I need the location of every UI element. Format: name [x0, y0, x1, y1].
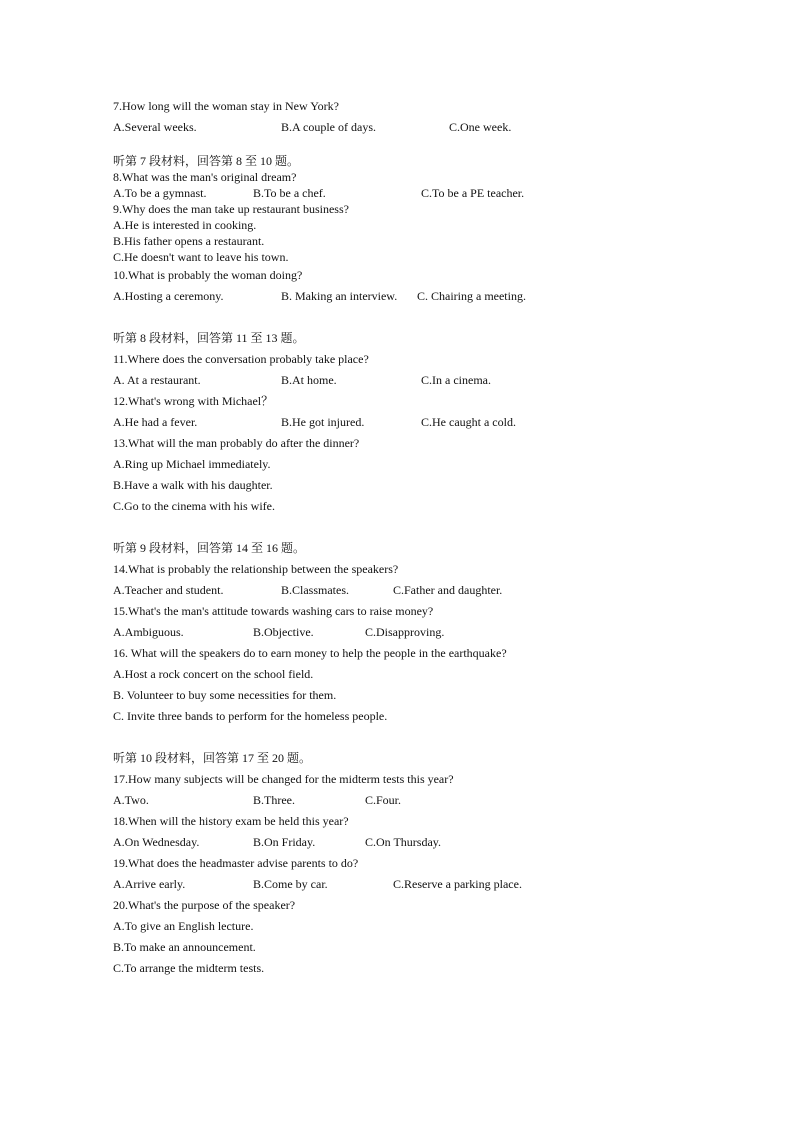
question-7: 7.How long will the woman stay in New York? — [113, 99, 339, 113]
section-10-heading: 听第 10 段材料，回答第 17 至 20 题。 — [113, 751, 312, 765]
option-b: B. Volunteer to buy some necessities for them. — [113, 688, 337, 702]
option-a: A.Hosting a ceremony. — [113, 289, 224, 303]
question-11: 11.Where does the conversation probably take place? — [113, 352, 369, 366]
option-a: A.To give an English lecture. — [113, 919, 254, 933]
option-c: C.Reserve a parking place. — [393, 877, 522, 891]
option-c: C. Chairing a meeting. — [417, 289, 526, 303]
document-page — [113, 98, 733, 976]
question-8: 8.What was the man's original dream? — [113, 170, 297, 184]
option-c: C.On Thursday. — [365, 835, 441, 849]
option-b: B.Three. — [253, 793, 295, 807]
question-10: 10.What is probably the woman doing? — [113, 268, 303, 282]
section-7-heading: 听第 7 段材料，回答第 8 至 10 题。 — [113, 154, 300, 168]
question-15: 15.What's the man's attitude towards washing cars to raise money? — [113, 604, 434, 618]
option-b: B.Classmates. — [281, 583, 349, 597]
option-c: C. Invite three bands to perform for the homeless people. — [113, 709, 388, 723]
question-20: 20.What's the purpose of the speaker? — [113, 898, 296, 912]
option-a: A.On Wednesday. — [113, 835, 200, 849]
question-7-options — [113, 119, 733, 135]
question-14: 14.What is probably the relationship between the speakers? — [113, 562, 399, 576]
question-11-options — [113, 372, 733, 388]
option-b: B.To make an announcement. — [113, 940, 256, 954]
question-9: 9.Why does the man take up restaurant business? — [113, 202, 349, 216]
option-a: A.He had a fever. — [113, 415, 198, 429]
question-19: 19.What does the headmaster advise parents to do? — [113, 856, 359, 870]
option-b: B.A couple of days. — [281, 120, 376, 134]
option-a: A.Teacher and student. — [113, 583, 224, 597]
option-c: C.To be a PE teacher. — [421, 186, 525, 200]
question-10-options — [113, 288, 733, 304]
option-a: A.He is interested in cooking. — [113, 218, 257, 232]
option-a: A.Two. — [113, 793, 149, 807]
question-17: 17.How many subjects will be changed for the midterm tests this year? — [113, 772, 454, 786]
option-c: C.One week. — [449, 120, 512, 134]
option-c: C.In a cinema. — [421, 373, 491, 387]
option-b: B.His father opens a restaurant. — [113, 234, 265, 248]
option-b: B.He got injured. — [281, 415, 365, 429]
option-a: A. At a restaurant. — [113, 373, 201, 387]
question-18-options — [113, 834, 733, 850]
section-9-heading: 听第 9 段材料，回答第 14 至 16 题。 — [113, 541, 306, 555]
question-17-options — [113, 792, 733, 808]
option-c: C.He doesn't want to leave his town. — [113, 250, 289, 264]
option-b: B.On Friday. — [253, 835, 316, 849]
question-8-options — [113, 185, 733, 201]
option-c: C.Go to the cinema with his wife. — [113, 499, 275, 513]
option-c: C.To arrange the midterm tests. — [113, 961, 265, 975]
option-c: C.Four. — [365, 793, 402, 807]
option-a: A.Host a rock concert on the school field. — [113, 667, 314, 681]
option-b: B.Objective. — [253, 625, 314, 639]
option-b: B.Come by car. — [253, 877, 328, 891]
question-16: 16. What will the speakers do to earn money to help the people in the earthquake? — [113, 646, 507, 660]
question-19-options — [113, 876, 733, 892]
question-14-options — [113, 582, 733, 598]
option-b: B. Making an interview. — [281, 289, 398, 303]
option-c: C.Disapproving. — [365, 625, 445, 639]
question-18: 18.When will the history exam be held this year? — [113, 814, 349, 828]
question-12: 12.What's wrong with Michael？ — [113, 394, 274, 408]
option-a: A.Several weeks. — [113, 120, 197, 134]
section-8-heading: 听第 8 段材料，回答第 11 至 13 题。 — [113, 331, 305, 345]
question-15-options — [113, 624, 733, 640]
option-a: A.To be a gymnast. — [113, 186, 207, 200]
option-c: C.Father and daughter. — [393, 583, 503, 597]
option-a: A.Ambiguous. — [113, 625, 184, 639]
question-12-options — [113, 414, 733, 430]
question-13: 13.What will the man probably do after the dinner? — [113, 436, 360, 450]
option-a: A.Ring up Michael immediately. — [113, 457, 271, 471]
option-b: B.Have a walk with his daughter. — [113, 478, 273, 492]
option-a: A.Arrive early. — [113, 877, 186, 891]
option-c: C.He caught a cold. — [421, 415, 516, 429]
option-b: B.At home. — [281, 373, 337, 387]
option-b: B.To be a chef. — [253, 186, 326, 200]
